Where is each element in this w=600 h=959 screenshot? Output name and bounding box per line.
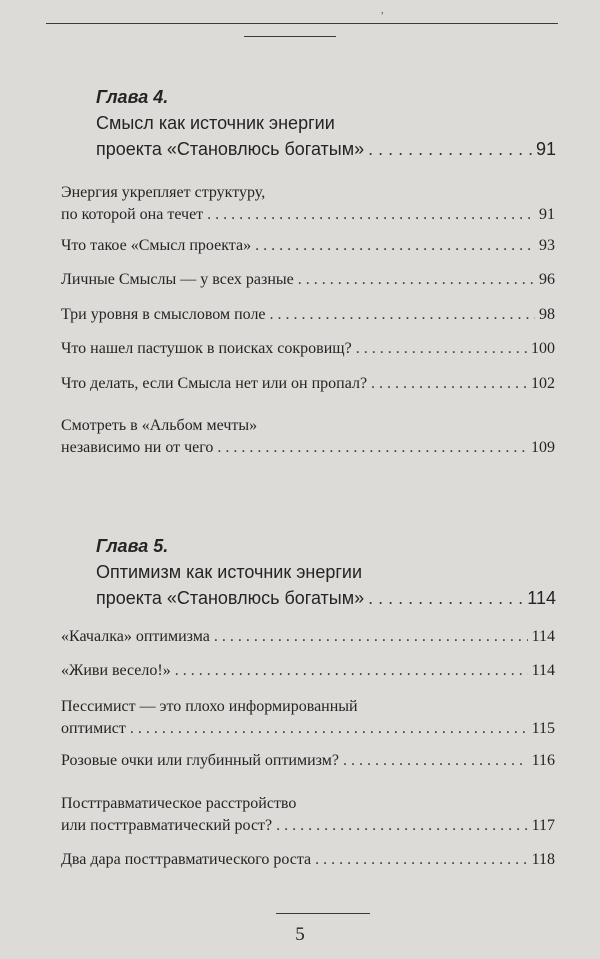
chapter-label: Глава 4. — [96, 87, 169, 107]
chapter-title-line2: проекта «Становлюсь богатым» . . . 91 — [96, 136, 556, 162]
toc-entry: Личные Смыслы — у всех разные . . . 96 — [61, 269, 555, 291]
toc-entry: Два дара посттравматического роста . . . 118 — [61, 849, 555, 871]
chapter-title-line1: Смысл как источник энергии — [96, 113, 335, 133]
toc-entry: Посттравматическое расстройство или посттравматический рост? . . . 117 — [61, 793, 555, 837]
chapter-page: 114 — [527, 588, 556, 608]
chapter-title-line1: Оптимизм как источник энергии — [96, 562, 363, 582]
toc-entry: Пессимист — это плохо информированный оптимист . . . 115 — [61, 696, 555, 740]
toc-entry: Что делать, если Смысла нет или он пропал? . . . 102 — [61, 373, 555, 395]
page-number: 5 — [295, 924, 305, 945]
scan-mark: , — [381, 5, 384, 16]
chapter-5-heading — [96, 533, 556, 611]
footer-rule — [276, 913, 370, 914]
toc-entry: Энергия укрепляет структуру, по которой она течет . . . 91 — [61, 182, 555, 226]
header-rule — [46, 23, 558, 24]
chapter-label: Глава 5. — [96, 536, 169, 556]
toc-entry: «Живи весело!» . . . 114 — [61, 660, 555, 682]
header-short-rule — [244, 36, 336, 37]
toc-entry: Что такое «Смысл проекта» . . . 93 — [61, 235, 555, 257]
leader-dots — [368, 136, 532, 162]
toc-entry: Что нашел пастушок в поисках сокровищ? . . . 100 — [61, 338, 555, 360]
toc-entry: Розовые очки или глубинный оптимизм? . . . 116 — [61, 750, 555, 772]
chapter-page: 91 — [535, 139, 556, 159]
toc-entry: «Качалка» оптимизма . . . 114 — [61, 626, 555, 648]
toc-entry: Три уровня в смысловом поле . . . 98 — [61, 304, 555, 326]
leader-dots — [368, 585, 523, 611]
chapter-4-heading — [96, 84, 556, 162]
toc-entry: Смотреть в «Альбом мечты» независимо ни от чего . . . 109 — [61, 415, 555, 459]
chapter-title-line2: проекта «Становлюсь богатым» . . . 114 — [96, 585, 556, 611]
